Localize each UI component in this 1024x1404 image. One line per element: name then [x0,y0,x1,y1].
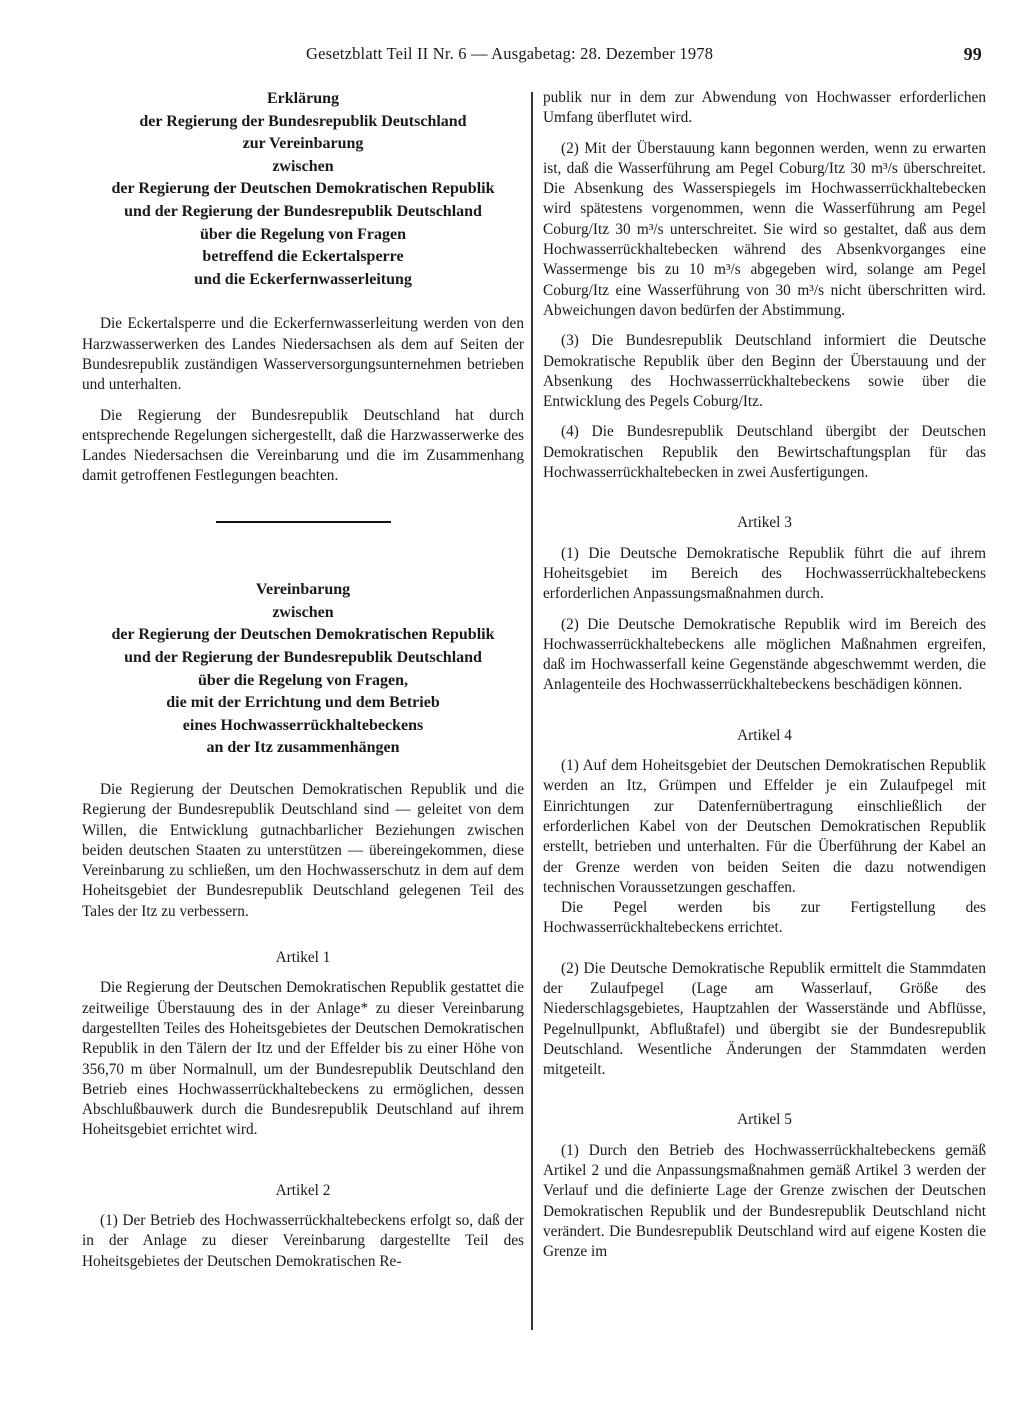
article-paragraph: Die Regierung der Deutschen Demokratischen Republik gestattet die zeitweilige Überstauung des in der Anlage* zu dieser Vereinbarung dargestellten Teiles des Hoheitsgebietes der Deutschen Demokratischen Republik in den Tälern der Itz und der Effelder bis zu einer Höhe von 356,70 m über Normalnull, um der Bundesrepublik Deutschland den Betrieb eines Hochwasserrückhaltebeckens zu ermöglichen, dessen Abschlußbauwerk durch die Bundesrepublik Deutschland auf ihrem Hoheitsgebiet errichtet wird. [82,979,524,1139]
title-line: eines Hochwasserrückhaltebeckens [182,716,424,734]
title-line: der Regierung der Deutschen Demokratischen Republik [111,626,495,644]
article-paragraph: (2) Die Deutsche Demokratische Republik wird im Bereich des Hochwasserrückhaltebeckens alle möglichen Maßnahmen ergreifen, daß im Hochwasserfall keine Gegenstände abgeschwemmt werden, die Anlagenteile des Hochwasserrückhaltebeckens beschädigen können. [543,615,986,694]
title-line: über die Regelung von Fragen, [198,671,408,689]
title-line: zur Vereinbarung [242,135,364,153]
title-line: über die Regelung von Fragen [200,225,406,243]
article-paragraph: (4) Die Bundesrepublik Deutschland übergibt der Deutschen Demokratischen Republik den Bewirtschaftungsplan für das Hochwasserrückhaltebecken in zwei Ausfertigungen. [543,423,986,482]
declaration-paragraph: Die Eckertalsperre und die Eckerfernwasserleitung werden von den Harzwasserwerken des Landes Niedersachsen als dem auf Seiten der Bundesrepublik zuständigen Wasserversorgungsunternehmen betrieben und unterhalten. [82,315,524,394]
title-line: Erklärung [266,90,339,107]
right-column [543,88,986,1263]
title-line: und die Eckerfernwasserleitung [194,270,412,288]
declaration-title [82,88,524,291]
left-column [82,88,524,1272]
article-heading: Artikel 3 [737,514,792,532]
page-number: 99 [963,44,982,64]
article-paragraph: Die Pegel werden bis zur Fertigstellung des Hochwasserrückhaltebeckens errichtet. [543,899,986,937]
article-paragraph: (2) Die Deutsche Demokratische Republik ermittelt die Stammdaten der Zulaufpegel (Lage am Wasserlauf, Größe des Niederschlagsgebietes, Hauptzahlen der Wasserstände und Abflüsse, Pegelnullpunkt, Abflußtafel) und übergibt sie der Bundesrepublik Deutschland. Wesentliche Änderungen der Stammdaten werden mitgeteilt. [543,959,986,1079]
title-line: und der Regierung der Bundesrepublik Deutschland [124,649,482,666]
title-line: zwischen [272,157,334,175]
declaration-paragraph: Die Regierung der Bundesrepublik Deutschland hat durch entsprechende Regelungen sichergestellt, daß die Harzwasserwerke des Landes Niedersachsen die Vereinbarung und die im Zusammenhang damit getroffenen Festlegungen beachten. [82,406,524,485]
preamble-paragraph: Die Regierung der Deutschen Demokratischen Republik und die Regierung der Bundesrepublik Deutschland sind — geleitet von dem Willen, die Entwicklung gutnachbarlicher Beziehungen zwischen beiden deutschen Staaten zu unterstützen — übereingekommen, diese Vereinbarung zu schließen, um den Hochwasserschutz in dem auf dem Hoheitsgebiet der Bundesrepublik Deutschland gelegenen Teil des Tales der Itz zu verbessern. [82,780,524,920]
title-line: der Regierung der Bundesrepublik Deutschland [139,112,467,130]
title-line: an der Itz zusammenhängen [206,739,400,757]
article-heading: Artikel 5 [737,1111,792,1129]
article-paragraph: (2) Mit der Überstauung kann begonnen werden, wenn zu erwarten ist, daß die Wasserführung am Pegel Coburg/Itz 30 m³/s überschreitet. Die Absenkung des Wasserspiegels im Hochwasserrückhaltebecken wird spätestens vorgenommen, wenn die Wasserführung am Pegel Coburg/Itz 30 m³/s unterschreitet. Sie wird so gestaltet, daß aus dem Hochwasserrückhaltebecken während des Absenkvorganges eine Wassermenge bis zu 10 m³/s abgegeben wird, solange am Pegel Coburg/Itz eine Wasserführung von 30 m³/s nicht überschritten wird. Abweichungen davon bedürfen der Abstimmung. [543,139,986,319]
title-line: die mit der Errichtung und dem Betrieb [166,694,440,712]
article-paragraph: (1) Der Betrieb des Hochwasserrückhaltebeckens erfolgt so, daß der in der Anlage zu dieser Vereinbarung dargestellte Teil des Hoheitsgebietes der Deutschen Demokratischen Re- [82,1212,524,1270]
title-line: betreffend die Eckertalsperre [202,248,404,266]
title-line: der Regierung der Deutschen Demokratischen Republik [111,180,495,198]
title-line: Vereinbarung [255,581,351,599]
article-paragraph: (1) Die Deutsche Demokratische Republik führt die auf ihrem Hoheitsgebiet im Bereich des Hochwasserrückhaltebeckens erforderlichen Anpassungsmaßnahmen durch. [543,544,986,603]
running-header [306,44,984,68]
column-divider [531,92,533,1330]
article-paragraph: publik nur in dem zur Abwendung von Hochwasser erforderlichen Umfang überflutet wird. [543,89,986,127]
title-line: zwischen [272,603,334,621]
article-paragraph: (3) Die Bundesrepublik Deutschland informiert die Deutsche Demokratische Republik über den Beginn der Überstauung und der Absenkung des Hochwasserrückhaltebeckens sowie über die Entwicklung des Pegels Coburg/Itz. [543,332,986,411]
article-heading: Artikel 1 [275,949,331,967]
article-paragraph: (1) Durch den Betrieb des Hochwasserrückhaltebeckens gemäß Artikel 2 und die Anpassungsmaßnahmen gemäß Artikel 3 werden der Verlauf und die definierte Lage der Grenze zwischen der Deutschen Demokratischen Republik und der Bundesrepublik Deutschland nicht verändert. Die Bundesrepublik Deutschland wird auf eigene Kosten die Grenze im [543,1141,986,1261]
article-paragraph: (1) Auf dem Hoheitsgebiet der Deutschen Demokratischen Republik werden an Itz, Grümpen und Effelder je ein Zulaufpegel mit Einrichtungen zur Datenfernübertragung einschließlich der erforderlichen Kabel von der Deutschen Demokratischen Republik erstellt, betrieben und unterhalten. Für die Überführung der Kabel an der Grenze werden von beiden Seiten die dazu notwendigen technischen Voraussetzungen geschaffen. [543,757,986,896]
article-heading: Artikel 4 [737,726,792,744]
agreement-title [82,579,524,760]
header-text: Gesetzblatt Teil II Nr. 6 — Ausgabetag: 28. Dezember 1978 [306,44,714,63]
title-line: und der Regierung der Bundesrepublik Deutschland [124,202,482,220]
article-heading: Artikel 2 [275,1181,331,1199]
